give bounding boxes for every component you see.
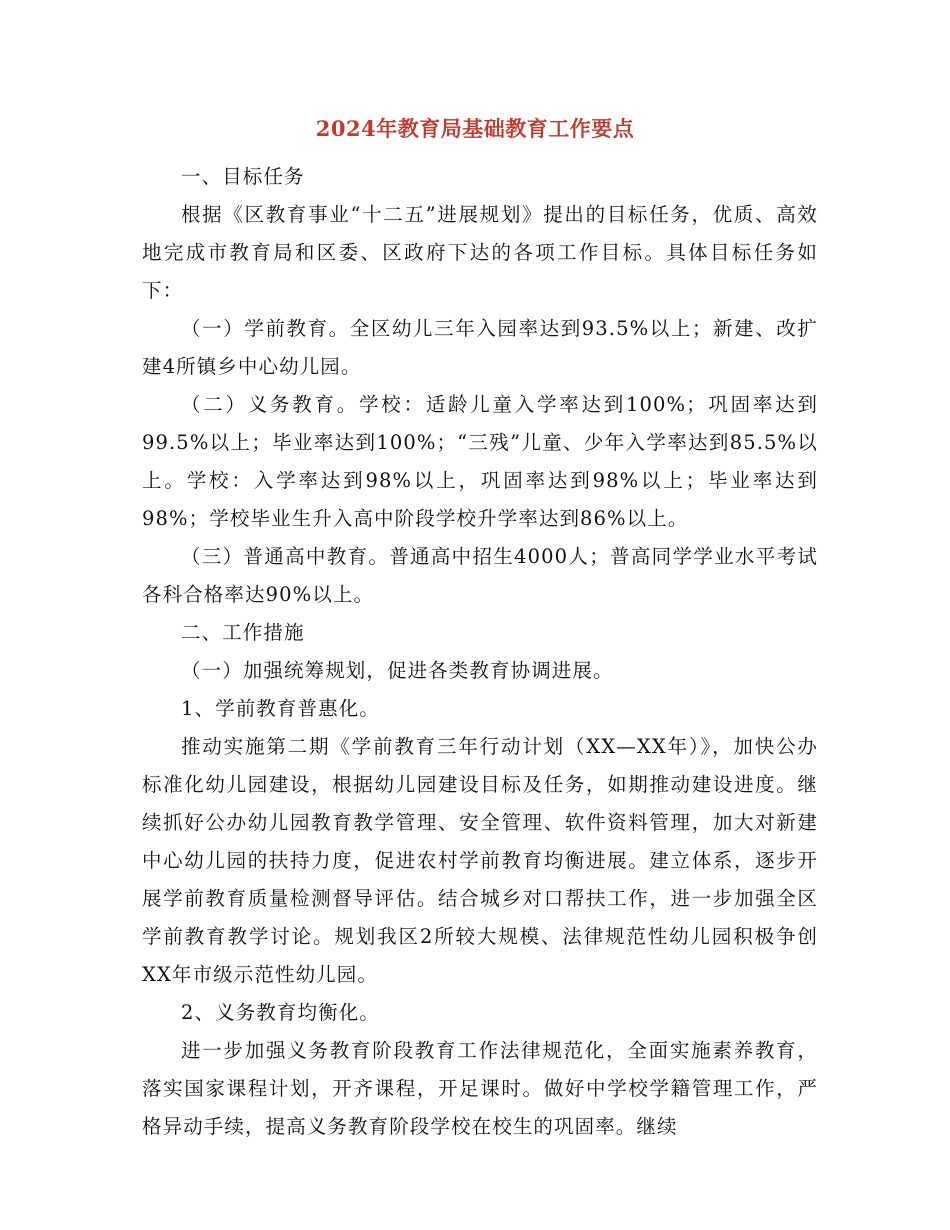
paragraph-compulsory-measures: 进一步加强义务教育阶段教育工作法律规范化，全面实施素养教育，落实国家课程计划，开齐课程，开足课时。做好中学校学籍管理工作，严格异动手续，提高义务教育阶段学校在校生的巩固率。继续 bbox=[142, 1039, 818, 1138]
paragraph-preschool-measures: 推动实施第二期《学前教育三年行动计划（XX—XX年）》，加快公办标准化幼儿园建设，根据幼儿园建设目标及任务，如期推动建设进度。继续抓好公办幼儿园教育教学管理、安全管理、软件资料管理，加大对新建中心幼儿园的扶持力度，促进农村学前教育均衡进展。建立体系，逐步开展学前教育质量检测督导评估。结合城乡对口帮扶工作，进一步加强全区学前教育教学讨论。规划我区2所较大规模、法律规范性幼儿园积极争创XX年市级示范性幼儿园。 bbox=[142, 735, 818, 986]
document-title: 2024年教育局基础教育工作要点 bbox=[315, 116, 635, 141]
paragraph-goals-intro: 根据《区教育事业“十二五”进展规划》提出的目标任务，优质、高效地完成市教育局和区委、区政府下达的各项工作目标。具体目标任务如下： bbox=[142, 203, 818, 302]
paragraph-compulsory-goal: （二）义务教育。学校：适龄儿童入学率达到100%；巩固率达到99.5%以上；毕业率达到100%；“三残”儿童、少年入学率达到85.5%以上。学校：入学率达到98%以上，巩固率达到98%以上；毕业率达到98%；学校毕业生升入高中阶段学校升学率达到86%以上。 bbox=[142, 393, 818, 530]
subheading-coordination: （一）加强统筹规划，促进各类教育协调进展。 bbox=[181, 659, 614, 682]
subheading-preschool: 1、学前教育普惠化。 bbox=[181, 697, 380, 720]
document-body bbox=[142, 158, 818, 1146]
paragraph-highschool-goal: （三）普通高中教育。普通高中招生4000人；普高同学学业水平考试各科合格率达90%以上。 bbox=[142, 545, 818, 606]
section-heading-goals: 一、目标任务 bbox=[181, 165, 305, 188]
section-heading-measures: 二、工作措施 bbox=[181, 621, 305, 644]
subheading-compulsory: 2、义务教育均衡化。 bbox=[181, 1001, 380, 1024]
paragraph-preschool-goal: （一）学前教育。全区幼儿三年入园率达到93.5%以上；新建、改扩建4所镇乡中心幼儿园。 bbox=[142, 317, 818, 378]
